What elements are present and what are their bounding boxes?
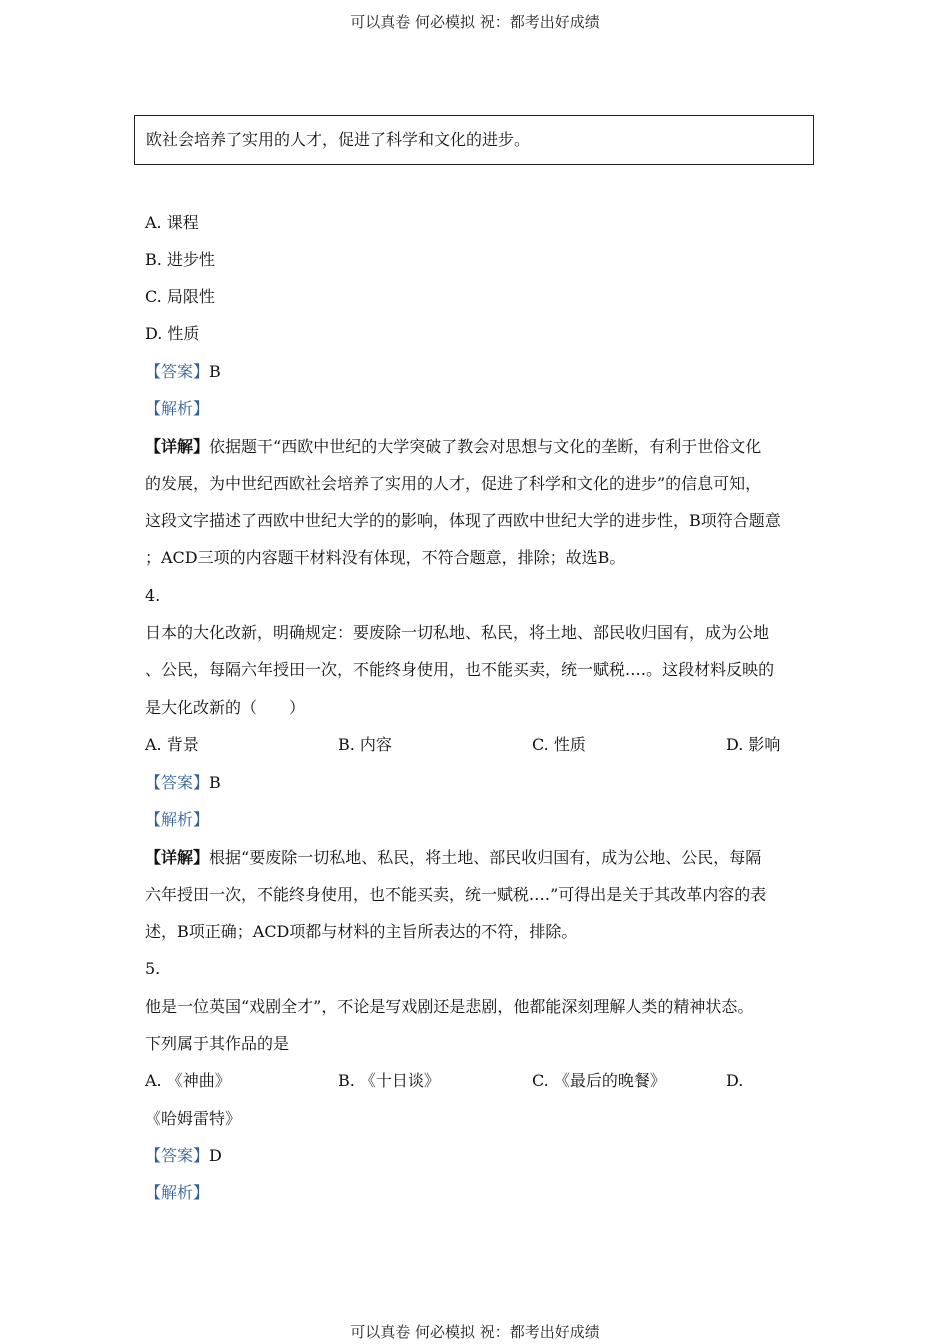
q3-analysis-tag: 【解析】 — [145, 399, 210, 418]
q5-option-a: A. 《神曲》 — [145, 1071, 231, 1090]
q3-option-c: C. 局限性 — [145, 287, 215, 306]
answer-tag: 【答案】 — [145, 362, 210, 381]
q4-detail-line-2: 六年授田一次，不能终身使用，也不能买卖，统一赋税.…”可得出是关于其改革内容的表 — [145, 885, 767, 904]
q4-answer — [145, 773, 221, 793]
question-3-stem-tail: 欧社会培养了实用的人才，促进了科学和文化的进步。 — [146, 130, 531, 149]
q3-option-a: A. 课程 — [145, 213, 199, 232]
q5-stem-line-2: 下列属于其作品的是 — [145, 1034, 290, 1053]
detail-text: 根据“要废除一切私地、私民，将土地、部民收归国有，成为公地、公民，每隔 — [209, 848, 762, 867]
answer-value: B — [209, 362, 221, 381]
detail-tag: 【详解】 — [145, 437, 210, 456]
q4-stem-line-3: 是大化改新的（ ） — [145, 698, 306, 717]
page-header: 可以真卷 何必模拟 祝：都考出好成绩 — [350, 13, 600, 31]
detail-tag: 【详解】 — [145, 848, 210, 867]
q5-stem-line-1: 他是一位英国“戏剧全才”，不论是写戏剧还是悲剧，他都能深刻理解人类的精神状态。 — [145, 997, 754, 1016]
q3-detail-line-4: ；ACD三项的内容题干材料没有体现，不符合题意，排除；故选B。 — [145, 548, 626, 567]
q4-detail-line-3: 述，B项正确；ACD项都与材料的主旨所表达的不符，排除。 — [145, 922, 578, 941]
q5-option-c: C. 《最后的晚餐》 — [532, 1071, 666, 1090]
q5-option-d: D. — [726, 1071, 744, 1090]
q5-answer — [145, 1146, 222, 1166]
q5-number: 5. — [145, 959, 161, 978]
q5-option-b: B. 《十日谈》 — [338, 1071, 440, 1090]
answer-value: B — [209, 773, 221, 792]
q4-analysis-tag: 【解析】 — [145, 810, 210, 829]
q4-stem-line-1: 日本的大化改新，明确规定：要废除一切私地、私民，将土地、部民收归国有，成为公地 — [145, 623, 770, 642]
q4-option-d: D. 影响 — [726, 735, 781, 754]
q5-analysis-tag: 【解析】 — [145, 1183, 210, 1202]
q4-detail-line-1 — [145, 848, 761, 868]
q3-detail-line-1 — [145, 437, 761, 457]
q4-option-b: B. 内容 — [338, 735, 392, 754]
q3-option-d: D. 性质 — [145, 324, 200, 343]
page-footer: 可以真卷 何必模拟 祝：都考出好成绩 — [350, 1323, 600, 1341]
q3-detail-line-3: 这段文字描述了西欧中世纪大学的的影响，体现了西欧中世纪大学的进步性，B项符合题意 — [145, 511, 781, 530]
question-3-stem-box — [134, 115, 814, 165]
answer-tag: 【答案】 — [145, 1146, 210, 1165]
q4-option-a: A. 背景 — [145, 735, 199, 754]
q5-option-d-text: 《哈姆雷特》 — [145, 1109, 242, 1128]
q3-option-b: B. 进步性 — [145, 250, 215, 269]
q3-detail-line-2: 的发展，为中世纪西欧社会培养了实用的人才，促进了科学和文化的进步”的信息可知， — [145, 474, 762, 493]
q4-stem-line-2: 、公民，每隔六年授田一次，不能终身使用，也不能买卖，统一赋税.…。这段材料反映的 — [145, 660, 775, 679]
detail-text: 依据题干“西欧中世纪的大学突破了教会对思想与文化的垄断，有利于世俗文化 — [209, 437, 762, 456]
q3-answer — [145, 362, 221, 382]
answer-value: D — [209, 1146, 222, 1165]
q4-number: 4. — [145, 586, 161, 605]
q4-option-c: C. 性质 — [532, 735, 586, 754]
answer-tag: 【答案】 — [145, 773, 210, 792]
